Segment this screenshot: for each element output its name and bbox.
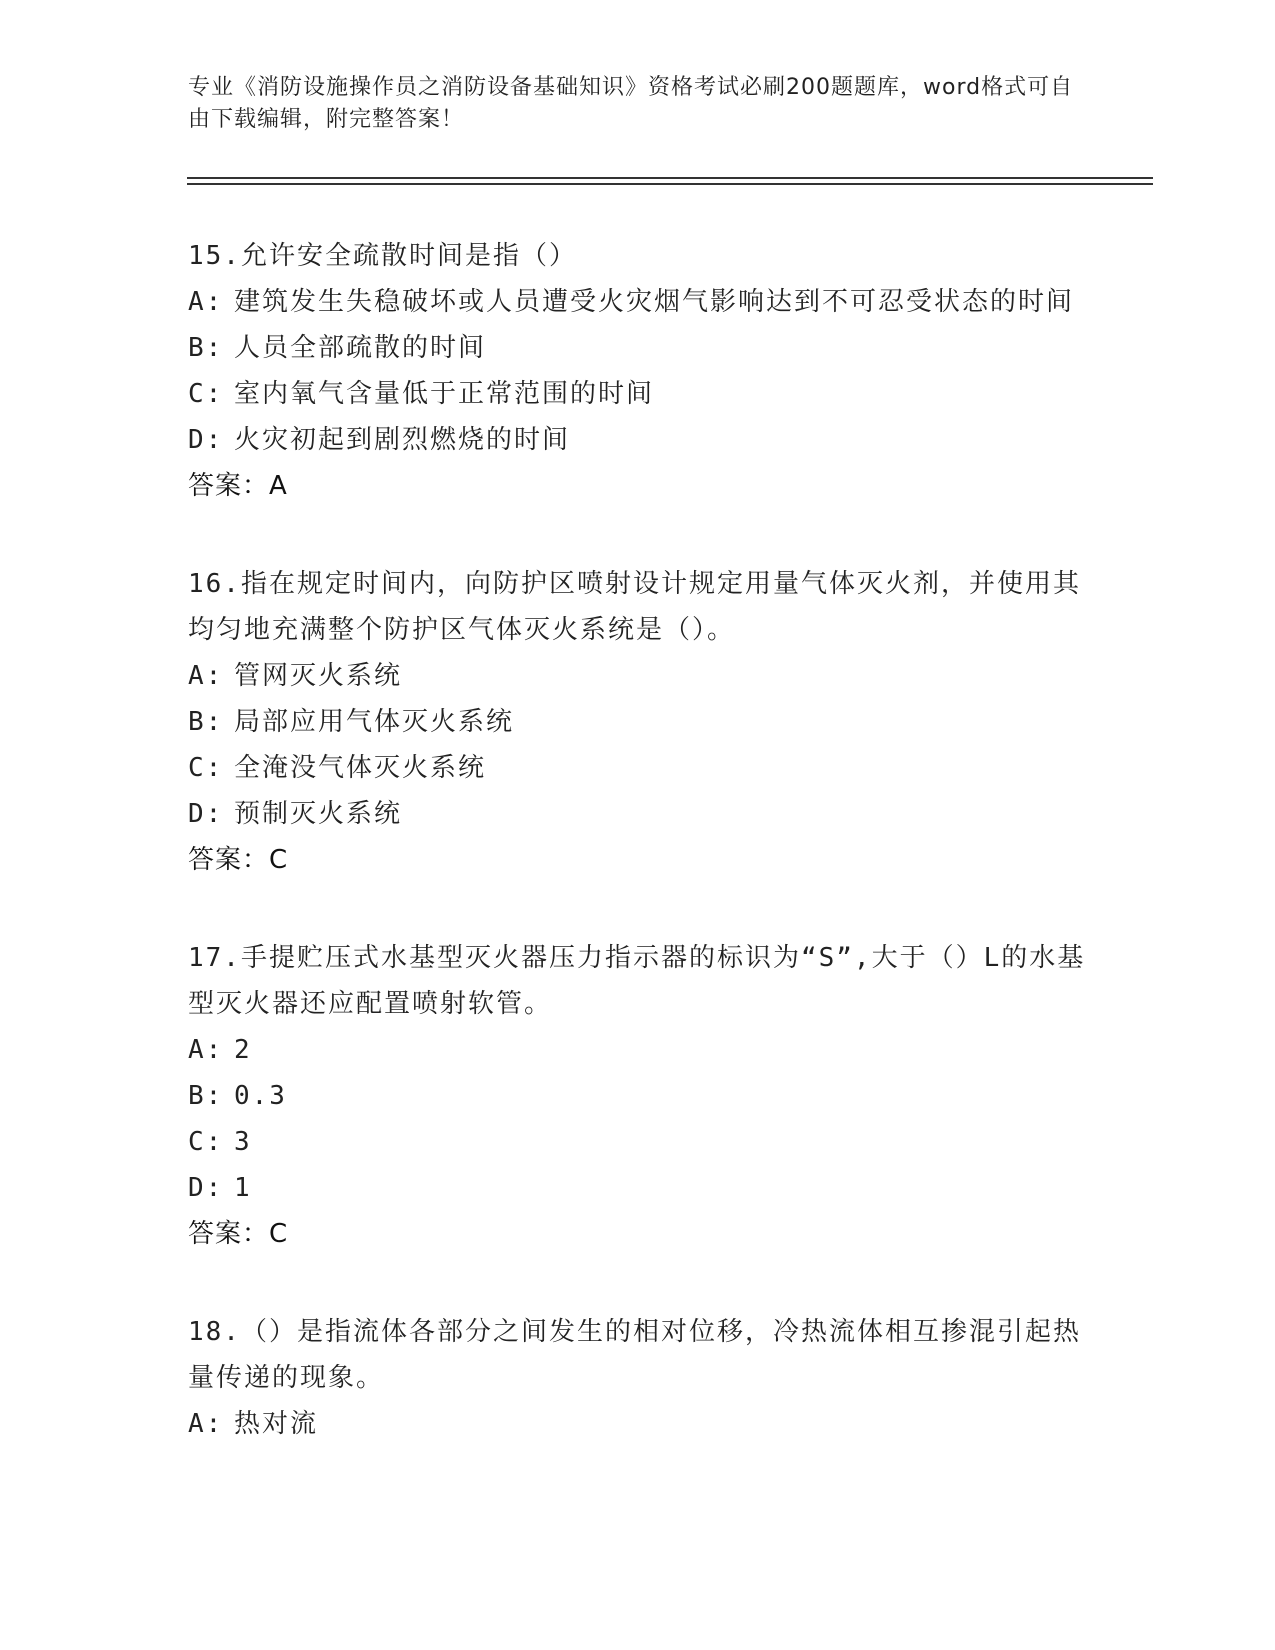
option-a <box>188 1027 1088 1073</box>
answer-line: 答案：A <box>188 471 288 501</box>
question-15 <box>188 233 1088 509</box>
option-c <box>188 1119 1088 1165</box>
option-letter: B: <box>188 333 224 363</box>
option-letter: A: <box>188 1409 224 1439</box>
option-text: 室内氧气含量低于正常范围的时间 <box>234 379 655 409</box>
option-text: 火灾初起到剧烈燃烧的时间 <box>234 425 571 455</box>
question-list <box>188 233 1088 1447</box>
option-letter: C: <box>188 379 224 409</box>
option-b <box>188 699 1088 745</box>
option-letter: C: <box>188 753 224 783</box>
spacer <box>188 1257 1088 1309</box>
option-text: 热对流 <box>234 1409 319 1439</box>
option-text: 局部应用气体灭火系统 <box>234 707 515 737</box>
question-title: 17.手提贮压式水基型灭火器压力指示器的标识为“S”,大于（）L的水基型灭火器还应配置喷射软管。 <box>188 943 1086 1019</box>
document-header: 专业《消防设施操作员之消防设备基础知识》资格考试必刷200题题库，word格式可自由下载编辑，附完整答案！ <box>188 75 1074 132</box>
option-c <box>188 371 1088 417</box>
answer-line: 答案：C <box>188 1219 289 1249</box>
question-17 <box>188 935 1088 1257</box>
option-letter: B: <box>188 1081 224 1111</box>
option-text: 人员全部疏散的时间 <box>234 333 487 363</box>
option-letter: A: <box>188 287 224 317</box>
option-b <box>188 1073 1088 1119</box>
spacer <box>188 509 1088 561</box>
option-text: 0.3 <box>234 1081 287 1111</box>
question-title: 15.允许安全疏散时间是指（） <box>188 241 577 271</box>
option-d <box>188 791 1088 837</box>
header-rule-bottom <box>187 183 1153 185</box>
option-a <box>188 1401 1088 1447</box>
option-letter: C: <box>188 1127 224 1157</box>
option-letter: D: <box>188 1173 224 1203</box>
option-b <box>188 325 1088 371</box>
question-18 <box>188 1309 1088 1447</box>
option-text: 3 <box>234 1127 252 1157</box>
question-title: 18.（）是指流体各部分之间发生的相对位移，冷热流体相互掺混引起热量传递的现象。 <box>188 1317 1081 1393</box>
option-letter: A: <box>188 1035 224 1065</box>
option-letter: B: <box>188 707 224 737</box>
option-text: 1 <box>234 1173 252 1203</box>
option-c <box>188 745 1088 791</box>
option-d <box>188 417 1088 463</box>
option-letter: D: <box>188 799 224 829</box>
option-a <box>188 279 1088 325</box>
spacer <box>188 883 1088 935</box>
option-a <box>188 653 1088 699</box>
option-d <box>188 1165 1088 1211</box>
option-text: 全淹没气体灭火系统 <box>234 753 487 783</box>
question-title: 16.指在规定时间内，向防护区喷射设计规定用量气体灭火剂，并使用其均匀地充满整个防护区气体灭火系统是（）。 <box>188 569 1081 645</box>
option-text: 预制灭火系统 <box>234 799 403 829</box>
header-rule-top <box>187 177 1153 179</box>
option-text: 管网灭火系统 <box>234 661 403 691</box>
question-16 <box>188 561 1088 883</box>
option-text: 2 <box>234 1035 252 1065</box>
answer-line: 答案：C <box>188 845 289 875</box>
option-text: 建筑发生失稳破坏或人员遭受火灾烟气影响达到不可忍受状态的时间 <box>234 287 1075 317</box>
option-letter: A: <box>188 661 224 691</box>
option-letter: D: <box>188 425 224 455</box>
